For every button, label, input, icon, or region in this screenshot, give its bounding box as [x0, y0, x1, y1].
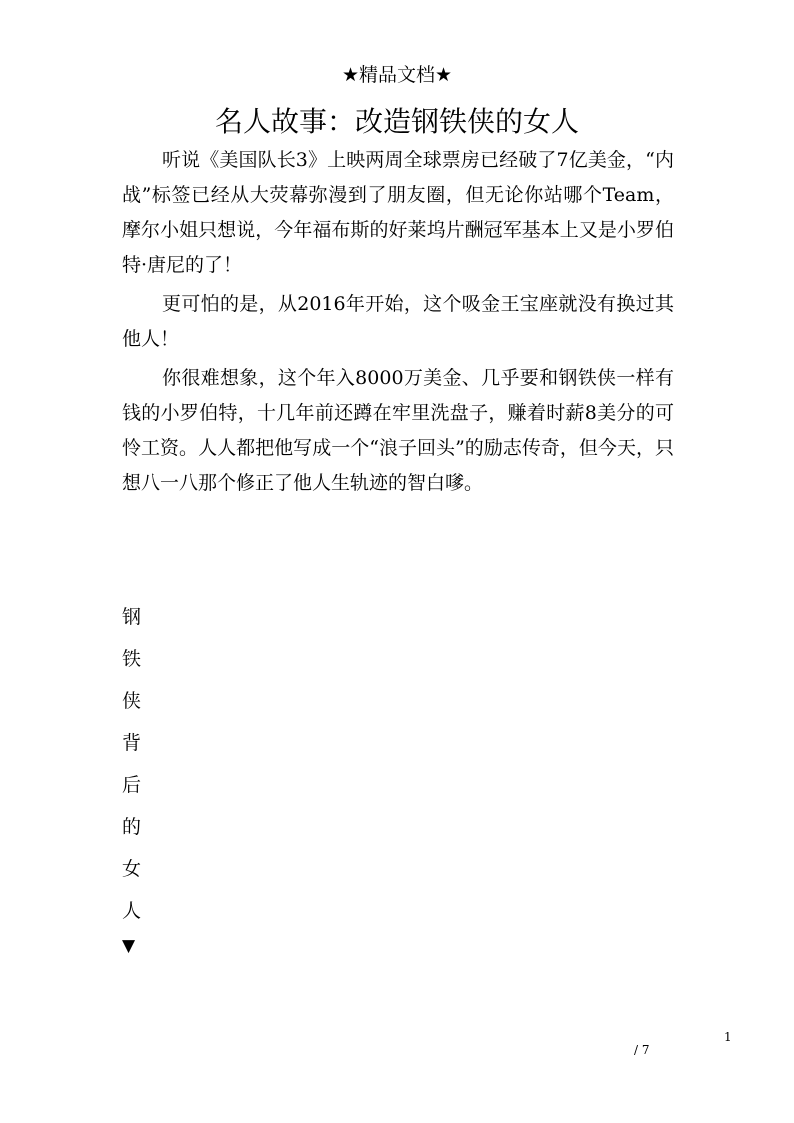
paragraph-3: 你很难想象，这个年入8000万美金、几乎要和钢铁侠一样有钱的小罗伯特，十几年前还蹲在牢里洗盘子，赚着时薪8美分的可怜工资。人人都把他写成一个“浪子回头”的励志传奇，但今天，只想八一八那个修正了他人生轨迹的智白嗲。	[122, 367, 674, 494]
page-total: / 7	[634, 1043, 650, 1057]
page-number: 1	[724, 1030, 732, 1044]
vertical-heading	[122, 600, 152, 956]
document-header: ★精品文档★	[341, 64, 453, 86]
down-triangle-icon: ▼	[122, 936, 136, 956]
paragraph-1: 听说《美国队长3》上映两周全球票房已经破了7亿美金，“内战”标签已经从大荧幕弥漫到了朋友圈，但无论你站哪个Team，摩尔小姐只想说，今年福布斯的好莱坞片酬冠军基本上又是小罗伯特·唐尼的了！	[122, 149, 674, 276]
article-body	[122, 143, 674, 501]
vertical-char: 铁	[122, 648, 142, 670]
document-title: 名人故事：改造钢铁侠的女人	[214, 105, 579, 138]
vertical-char: 背	[122, 732, 142, 754]
vertical-char: 后	[122, 774, 142, 796]
vertical-char: 人	[122, 900, 142, 922]
vertical-char: 的	[122, 816, 142, 838]
paragraph-2: 更可怕的是，从2016年开始，这个吸金王宝座就没有换过其他人！	[122, 293, 674, 350]
vertical-char: 侠	[122, 690, 142, 712]
vertical-char: 女	[122, 858, 142, 880]
vertical-char: 钢	[122, 606, 142, 628]
